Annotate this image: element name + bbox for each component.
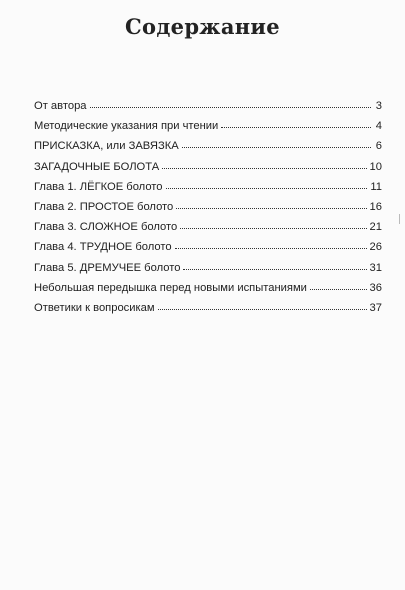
table-of-contents bbox=[34, 96, 382, 318]
toc-dot-leader bbox=[162, 167, 366, 169]
toc-entry-page-number: 37 bbox=[369, 301, 382, 314]
toc-entry-label: Глава 2. ПРОСТОЕ болото bbox=[34, 200, 174, 213]
toc-entry-label: Глава 3. СЛОЖНОЕ болото bbox=[34, 221, 178, 234]
toc-entry-page-number: 3 bbox=[375, 100, 382, 112]
toc-entry-label: Глава 5. ДРЕМУЧЕЕ болото bbox=[34, 261, 181, 274]
toc-entry-label: Глава 1. ЛЁГКОЕ болото bbox=[34, 180, 163, 193]
toc-entry-page-number: 36 bbox=[369, 281, 382, 294]
toc-entry bbox=[34, 237, 382, 257]
toc-entry bbox=[34, 258, 382, 278]
toc-dot-leader bbox=[90, 106, 371, 108]
toc-dot-leader bbox=[176, 207, 366, 209]
toc-dot-leader bbox=[183, 268, 366, 270]
toc-dot-leader bbox=[221, 126, 371, 128]
toc-entry bbox=[34, 217, 382, 237]
toc-entry bbox=[34, 278, 382, 298]
toc-entry-page-number: 4 bbox=[375, 120, 382, 133]
toc-entry bbox=[34, 136, 382, 156]
toc-entry bbox=[34, 116, 382, 136]
toc-entry-label: ПРИСКАЗКА, или ЗАВЯЗКА bbox=[34, 140, 179, 153]
toc-entry-label: От автора bbox=[34, 100, 87, 112]
toc-entry-page-number: 21 bbox=[369, 221, 382, 234]
toc-entry-page-number: 6 bbox=[375, 140, 382, 153]
toc-entry bbox=[34, 197, 382, 217]
toc-entry-page-number: 11 bbox=[370, 180, 382, 193]
toc-entry-page-number: 31 bbox=[369, 261, 382, 274]
toc-entry-page-number: 26 bbox=[369, 241, 382, 254]
toc-dot-leader bbox=[310, 288, 367, 290]
page-edge-mark bbox=[399, 214, 403, 224]
toc-entry-label: Глава 4. ТРУДНОЕ болото bbox=[34, 241, 172, 254]
toc-entry-label: Ответики к вопросикам bbox=[34, 301, 155, 314]
toc-entry bbox=[34, 157, 382, 177]
toc-entry bbox=[34, 298, 382, 318]
toc-entry bbox=[34, 177, 382, 197]
toc-entry-page-number: 16 bbox=[369, 200, 382, 213]
toc-dot-leader bbox=[182, 146, 371, 148]
toc-entry-label: Методические указания при чтении bbox=[34, 120, 219, 133]
toc-entry bbox=[34, 96, 382, 116]
toc-entry-label: ЗАГАДОЧНЫЕ БОЛОТА bbox=[34, 160, 160, 173]
page-title: Содержание bbox=[125, 14, 280, 39]
toc-dot-leader bbox=[166, 187, 368, 189]
toc-dot-leader bbox=[175, 247, 367, 249]
toc-dot-leader bbox=[180, 227, 366, 229]
toc-entry-label: Небольшая передышка перед новыми испытаниями bbox=[34, 281, 307, 294]
toc-entry-page-number: 10 bbox=[369, 160, 382, 173]
toc-dot-leader bbox=[158, 308, 367, 310]
